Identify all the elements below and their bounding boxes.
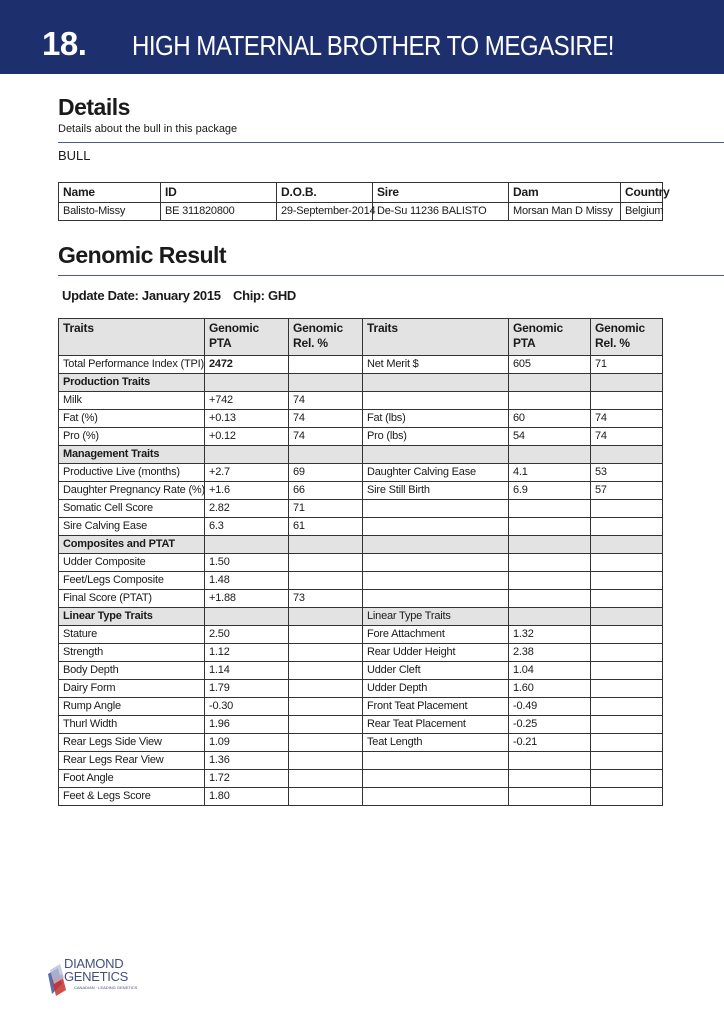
logo-tagline: CANADIAN · LEADING GENETICS [74, 985, 138, 990]
table-row [59, 554, 663, 572]
genomic-cell [289, 572, 363, 590]
genomic-cell [509, 770, 591, 788]
genomic-cell: 69 [289, 464, 363, 482]
genomic-cell: Linear Type Traits [363, 608, 509, 626]
genomic-cell [289, 536, 363, 554]
table-row [59, 680, 663, 698]
genomic-cell: Net Merit $ [363, 356, 509, 374]
genomic-cell [591, 374, 663, 392]
table-row [59, 392, 663, 410]
table-row [59, 203, 663, 221]
bull-table-header [59, 183, 663, 203]
genomic-cell [289, 626, 363, 644]
genomic-cell [591, 590, 663, 608]
genomic-cell: +2.7 [205, 464, 289, 482]
genomic-cell: +0.13 [205, 410, 289, 428]
package-number: 18. [42, 25, 87, 62]
genomic-cell: 2.38 [509, 644, 591, 662]
genomic-cell: 73 [289, 590, 363, 608]
genomic-cell [289, 608, 363, 626]
genomic-cell [289, 662, 363, 680]
genomic-cell: Final Score (PTAT) [59, 590, 205, 608]
genomic-cell: Udder Composite [59, 554, 205, 572]
genomic-cell: 74 [289, 410, 363, 428]
bull-header-cell: Country [621, 183, 663, 203]
genomic-header-cell: Traits [59, 319, 205, 356]
table-row [59, 482, 663, 500]
genomic-cell: Teat Length [363, 734, 509, 752]
genomic-cell [591, 572, 663, 590]
genomic-cell: Feet/Legs Composite [59, 572, 205, 590]
genomic-cell: +1.88 [205, 590, 289, 608]
genomic-cell [509, 590, 591, 608]
genomic-cell: Udder Cleft [363, 662, 509, 680]
genomic-cell: 74 [289, 392, 363, 410]
table-row [59, 698, 663, 716]
genomic-cell: 71 [591, 356, 663, 374]
genomic-cell [509, 752, 591, 770]
genomic-cell: Stature [59, 626, 205, 644]
genomic-cell [591, 608, 663, 626]
genomic-cell [289, 554, 363, 572]
genomic-cell: -0.30 [205, 698, 289, 716]
genomic-cell [363, 446, 509, 464]
genomic-cell [289, 716, 363, 734]
genomic-cell: 1.50 [205, 554, 289, 572]
genomic-cell: 1.12 [205, 644, 289, 662]
genomic-cell [509, 518, 591, 536]
genomic-cell: Body Depth [59, 662, 205, 680]
genomic-cell [591, 392, 663, 410]
genomic-cell: -0.21 [509, 734, 591, 752]
table-row [59, 356, 663, 374]
genomic-cell [509, 446, 591, 464]
genomic-cell: Fore Attachment [363, 626, 509, 644]
genomic-cell [363, 788, 509, 806]
genomic-header-cell: Genomic PTA [205, 319, 289, 356]
genomic-cell [363, 752, 509, 770]
genomic-cell: 66 [289, 482, 363, 500]
genomic-cell: Fat (lbs) [363, 410, 509, 428]
genomic-cell: Pro (lbs) [363, 428, 509, 446]
table-row [59, 500, 663, 518]
genomic-cell [591, 680, 663, 698]
genomic-cell: Sire Calving Ease [59, 518, 205, 536]
genomic-cell [509, 374, 591, 392]
genomic-cell: 74 [591, 410, 663, 428]
genomic-cell [591, 788, 663, 806]
genomic-cell: +742 [205, 392, 289, 410]
genomic-cell [363, 374, 509, 392]
logo-text-line1: DIAMOND [64, 956, 124, 971]
genomic-cell [509, 608, 591, 626]
table-row [59, 752, 663, 770]
genomic-heading: Genomic Result [58, 242, 227, 268]
genomic-cell: Linear Type Traits [59, 608, 205, 626]
genomic-header-cell: Genomic PTA [509, 319, 591, 356]
bull-cell: Belgium [621, 203, 663, 221]
table-row [59, 626, 663, 644]
genomic-cell: 1.80 [205, 788, 289, 806]
genomic-cell: 1.72 [205, 770, 289, 788]
genomic-cell: Milk [59, 392, 205, 410]
genomic-cell: Sire Still Birth [363, 482, 509, 500]
genomic-cell: Strength [59, 644, 205, 662]
genomic-cell: Feet & Legs Score [59, 788, 205, 806]
genomic-cell: 61 [289, 518, 363, 536]
genomic-cell [205, 446, 289, 464]
genomic-cell: Front Teat Placement [363, 698, 509, 716]
genomic-cell: 1.36 [205, 752, 289, 770]
genomic-cell: 1.32 [509, 626, 591, 644]
genomic-header-cell: Genomic Rel. % [591, 319, 663, 356]
title-banner [0, 0, 724, 74]
genomic-cell: Rump Angle [59, 698, 205, 716]
genomic-cell: Thurl Width [59, 716, 205, 734]
diamond-genetics-logo [48, 956, 138, 1000]
genomic-cell: 1.14 [205, 662, 289, 680]
genomic-cell [591, 644, 663, 662]
genomic-cell: 1.48 [205, 572, 289, 590]
section-row [59, 608, 663, 626]
genomic-cell: Somatic Cell Score [59, 500, 205, 518]
genomic-cell [205, 374, 289, 392]
bull-table [58, 182, 670, 221]
table-row [59, 464, 663, 482]
genomic-cell [363, 590, 509, 608]
genomic-header-cell: Traits [363, 319, 509, 356]
genomic-cell: 2472 [205, 356, 289, 374]
genomic-cell [289, 698, 363, 716]
bull-cell: Morsan Man D Missy [509, 203, 621, 221]
genomic-cell: 54 [509, 428, 591, 446]
genomic-cell [591, 662, 663, 680]
genomic-cell [363, 536, 509, 554]
details-divider [58, 142, 724, 143]
logo-text-line2: GENETICS [64, 969, 129, 984]
genomic-cell: Rear Legs Side View [59, 734, 205, 752]
genomic-cell: Rear Teat Placement [363, 716, 509, 734]
genomic-cell: Fat (%) [59, 410, 205, 428]
genomic-cell: 2.82 [205, 500, 289, 518]
genomic-cell [591, 716, 663, 734]
table-row [59, 572, 663, 590]
genomic-cell: Total Performance Index (TPI) [59, 356, 205, 374]
genomic-cell: 1.79 [205, 680, 289, 698]
genomic-cell [509, 788, 591, 806]
genomic-cell: 1.96 [205, 716, 289, 734]
genomic-cell: Composites and PTAT [59, 536, 205, 554]
genomic-table-header [59, 319, 663, 356]
genomic-cell: 2.50 [205, 626, 289, 644]
bull-header-cell: Name [59, 183, 161, 203]
genomic-cell: 4.1 [509, 464, 591, 482]
table-row [59, 644, 663, 662]
genomic-cell [289, 734, 363, 752]
genomic-cell: 57 [591, 482, 663, 500]
genomic-cell: 1.04 [509, 662, 591, 680]
genomic-cell: Production Traits [59, 374, 205, 392]
genomic-cell [289, 752, 363, 770]
table-row [59, 428, 663, 446]
genomic-cell [289, 770, 363, 788]
bull-cell: De-Su 11236 BALISTO [373, 203, 509, 221]
genomic-cell [289, 446, 363, 464]
genomic-cell: -0.49 [509, 698, 591, 716]
genomic-cell: 6.9 [509, 482, 591, 500]
genomic-cell: 6.3 [205, 518, 289, 536]
table-row [59, 716, 663, 734]
genomic-cell [289, 374, 363, 392]
genomic-cell [363, 554, 509, 572]
section-row [59, 446, 663, 464]
section-row [59, 374, 663, 392]
genomic-divider [58, 275, 724, 276]
genomic-cell: Udder Depth [363, 680, 509, 698]
genomic-cell: 53 [591, 464, 663, 482]
genomic-cell: 74 [289, 428, 363, 446]
bull-cell: 29-September-2014 [277, 203, 373, 221]
genomic-cell [591, 626, 663, 644]
bull-cell: BE 311820800 [161, 203, 277, 221]
table-row [59, 734, 663, 752]
genomic-cell [591, 752, 663, 770]
genomic-cell [363, 518, 509, 536]
genomic-cell: Pro (%) [59, 428, 205, 446]
genomic-cell [205, 608, 289, 626]
table-row [59, 788, 663, 806]
genomic-cell [591, 554, 663, 572]
details-heading: Details [58, 94, 130, 120]
genomic-cell [591, 446, 663, 464]
genomic-cell: -0.25 [509, 716, 591, 734]
genomic-cell [591, 518, 663, 536]
genomic-cell: 74 [591, 428, 663, 446]
genomic-table [58, 318, 663, 806]
bull-header-cell: D.O.B. [277, 183, 373, 203]
genomic-cell: 1.09 [205, 734, 289, 752]
genomic-cell: 605 [509, 356, 591, 374]
genomic-cell: +1.6 [205, 482, 289, 500]
bull-label: BULL [58, 148, 91, 163]
genomic-cell [289, 644, 363, 662]
genomic-cell [289, 788, 363, 806]
table-row [59, 662, 663, 680]
table-row [59, 518, 663, 536]
section-row [59, 536, 663, 554]
genomic-cell: 60 [509, 410, 591, 428]
details-subheading: Details about the bull in this package [58, 123, 238, 135]
genomic-cell: Productive Live (months) [59, 464, 205, 482]
genomic-cell: 71 [289, 500, 363, 518]
genomic-cell [591, 698, 663, 716]
genomic-cell: Management Traits [59, 446, 205, 464]
genomic-cell [509, 500, 591, 518]
genomic-cell: Dairy Form [59, 680, 205, 698]
genomic-cell: 1.60 [509, 680, 591, 698]
genomic-cell [363, 770, 509, 788]
bull-header-cell: Sire [373, 183, 509, 203]
package-title: HIGH MATERNAL BROTHER TO MEGASIRE! [132, 30, 614, 61]
table-row [59, 590, 663, 608]
genomic-cell [205, 536, 289, 554]
bull-cell: Balisto-Missy [59, 203, 161, 221]
genomic-cell: Daughter Pregnancy Rate (%) [59, 482, 205, 500]
genomic-cell: Daughter Calving Ease [363, 464, 509, 482]
genomic-cell [509, 536, 591, 554]
genomic-cell [363, 392, 509, 410]
genomic-cell [363, 500, 509, 518]
table-row [59, 410, 663, 428]
bull-header-cell: ID [161, 183, 277, 203]
genomic-cell: Rear Udder Height [363, 644, 509, 662]
genomic-header-cell: Genomic Rel. % [289, 319, 363, 356]
genomic-cell: +0.12 [205, 428, 289, 446]
genomic-cell [509, 392, 591, 410]
table-row [59, 770, 663, 788]
genomic-cell [289, 356, 363, 374]
update-date: Update Date: January 2015 [62, 288, 221, 303]
genomic-cell [591, 770, 663, 788]
genomic-cell: Foot Angle [59, 770, 205, 788]
chip-label: Chip: GHD [233, 288, 297, 303]
bull-header-cell: Dam [509, 183, 621, 203]
genomic-cell [591, 536, 663, 554]
genomic-cell: Rear Legs Rear View [59, 752, 205, 770]
genomic-cell [509, 572, 591, 590]
genomic-cell [591, 500, 663, 518]
genomic-cell [363, 572, 509, 590]
genomic-cell [289, 680, 363, 698]
genomic-cell [509, 554, 591, 572]
genomic-cell [591, 734, 663, 752]
